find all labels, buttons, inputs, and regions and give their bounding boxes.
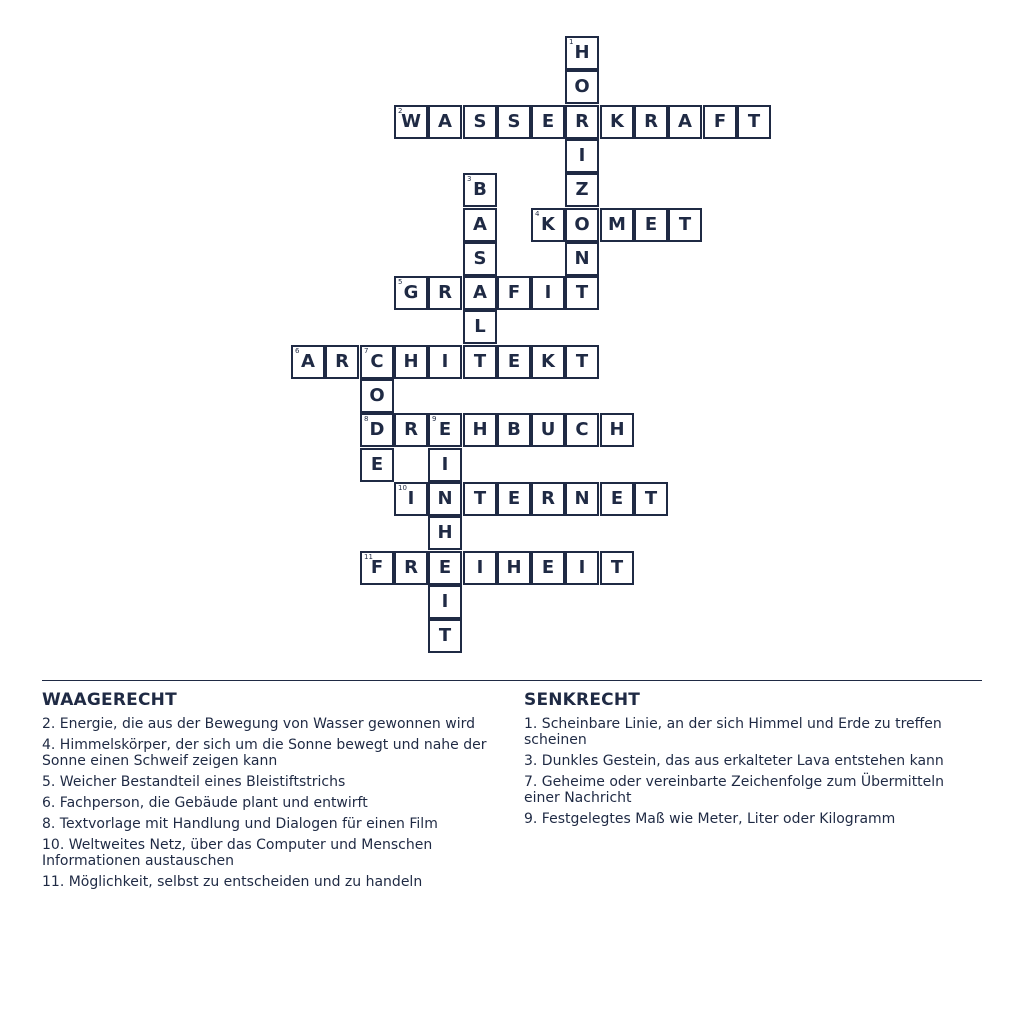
crossword-cell[interactable] — [463, 242, 497, 276]
cell-letter: W — [401, 111, 421, 132]
crossword-cell[interactable] — [463, 173, 497, 207]
crossword-cell[interactable] — [394, 105, 428, 139]
crossword-cell[interactable] — [497, 276, 531, 310]
crossword-cell[interactable] — [291, 345, 325, 379]
crossword-cell[interactable] — [565, 345, 599, 379]
clue-across-5: 5. Weicher Bestandteil eines Bleistiftstrichs — [42, 774, 346, 790]
cell-letter: H — [506, 557, 522, 578]
crossword-cell[interactable] — [428, 482, 462, 516]
clue-across-2: 2. Energie, die aus der Bewegung von Wasser gewonnen wird — [42, 716, 475, 732]
cell-letter: I — [441, 591, 449, 612]
crossword-cell[interactable] — [565, 413, 599, 447]
cell-letter: T — [610, 557, 624, 578]
crossword-cell[interactable] — [634, 105, 668, 139]
crossword-cell[interactable] — [463, 482, 497, 516]
cell-letter: E — [370, 454, 384, 475]
divider — [42, 680, 982, 681]
cell-letter: E — [507, 351, 521, 372]
cell-letter: G — [403, 282, 419, 303]
clue-across-11: 11. Möglichkeit, selbst zu entscheiden und zu handeln — [42, 874, 423, 890]
crossword-cell[interactable] — [360, 345, 394, 379]
crossword-cell[interactable] — [428, 276, 462, 310]
cell-letter: Z — [575, 179, 589, 200]
crossword-cell[interactable] — [531, 105, 565, 139]
cell-letter: L — [474, 316, 486, 337]
cell-letter: T — [438, 625, 452, 646]
cell-letter: E — [644, 214, 658, 235]
clue-number: 11 — [364, 553, 373, 561]
cell-letter: C — [370, 351, 384, 372]
cell-letter: H — [437, 522, 453, 543]
cell-letter: A — [473, 214, 487, 235]
cell-letter: S — [507, 111, 521, 132]
crossword-cell[interactable] — [428, 619, 462, 653]
down-title: SENKRECHT — [524, 690, 641, 710]
cell-letter: E — [541, 557, 555, 578]
crossword-cell[interactable] — [497, 551, 531, 585]
cell-letter: O — [574, 214, 590, 235]
crossword-cell[interactable] — [565, 139, 599, 173]
cell-letter: A — [473, 282, 487, 303]
crossword-cell[interactable] — [394, 413, 428, 447]
cell-letter: T — [644, 488, 658, 509]
crossword-cell[interactable] — [394, 551, 428, 585]
crossword-cell[interactable] — [325, 345, 359, 379]
cell-letter: I — [407, 488, 415, 509]
crossword-cell[interactable] — [463, 310, 497, 344]
crossword-cell[interactable] — [463, 345, 497, 379]
clue-down-7: 7. Geheime oder vereinbarte Zeichenfolge zum Übermitteln einer Nachricht — [524, 774, 945, 806]
crossword-cell[interactable] — [463, 105, 497, 139]
clue-number: 7 — [364, 347, 369, 355]
cell-letter: M — [608, 214, 626, 235]
crossword-cell[interactable] — [565, 173, 599, 207]
crossword-cell[interactable] — [531, 345, 565, 379]
crossword-cell[interactable] — [360, 448, 394, 482]
cell-letter: I — [578, 557, 586, 578]
cell-letter: C — [575, 419, 589, 440]
clue-across-4: 4. Himmelskörper, der sich um die Sonne bewegt und nahe der Sonne einen Schweif zeigen kann — [42, 737, 487, 769]
clue-number: 1 — [569, 38, 574, 46]
cell-letter: K — [610, 111, 624, 132]
crossword-cell[interactable] — [531, 551, 565, 585]
cell-letter: O — [369, 385, 385, 406]
crossword-cell[interactable] — [428, 413, 462, 447]
cell-letter: F — [370, 557, 384, 578]
clue-number: 8 — [364, 415, 369, 423]
cell-letter: B — [507, 419, 521, 440]
crossword-cell[interactable] — [531, 482, 565, 516]
cell-letter: A — [678, 111, 692, 132]
cell-letter: T — [747, 111, 761, 132]
crossword-cell[interactable] — [428, 345, 462, 379]
cell-letter: I — [544, 282, 552, 303]
crossword-cell[interactable] — [497, 413, 531, 447]
cell-letter: F — [713, 111, 727, 132]
cell-letter: R — [575, 111, 589, 132]
crossword-cell[interactable] — [531, 413, 565, 447]
cell-letter: E — [438, 419, 452, 440]
cell-letter: T — [473, 488, 487, 509]
crossword-cell[interactable] — [463, 208, 497, 242]
cell-letter: T — [678, 214, 692, 235]
crossword-cell[interactable] — [360, 379, 394, 413]
cell-letter: I — [476, 557, 484, 578]
cell-letter: R — [335, 351, 349, 372]
crossword-cell[interactable] — [600, 208, 634, 242]
cell-letter: U — [540, 419, 556, 440]
clue-across-6: 6. Fachperson, die Gebäude plant und entwirft — [42, 795, 368, 811]
cell-letter: A — [301, 351, 315, 372]
crossword-cell[interactable] — [737, 105, 771, 139]
crossword-cell[interactable] — [565, 242, 599, 276]
crossword-cell[interactable] — [463, 276, 497, 310]
crossword-cell[interactable] — [428, 105, 462, 139]
clue-number: 5 — [398, 278, 403, 286]
crossword-cell[interactable] — [565, 482, 599, 516]
cell-letter: O — [574, 76, 590, 97]
cell-letter: R — [541, 488, 555, 509]
crossword-cell[interactable] — [634, 208, 668, 242]
crossword-cell[interactable] — [565, 70, 599, 104]
crossword-cell[interactable] — [463, 413, 497, 447]
crossword-cell[interactable] — [497, 105, 531, 139]
cell-letter: D — [369, 419, 385, 440]
cell-letter: N — [437, 488, 453, 509]
clue-number: 3 — [467, 175, 472, 183]
crossword-cell[interactable] — [463, 551, 497, 585]
cell-letter: K — [541, 214, 555, 235]
clue-down-1: 1. Scheinbare Linie, an der sich Himmel und Erde zu treffen scheinen — [524, 716, 942, 748]
clue-number: 10 — [398, 484, 407, 492]
cell-letter: S — [473, 248, 487, 269]
crossword-cell[interactable] — [360, 413, 394, 447]
crossword-cell[interactable] — [565, 36, 599, 70]
cell-letter: T — [473, 351, 487, 372]
cell-letter: A — [438, 111, 452, 132]
cell-letter: E — [610, 488, 624, 509]
cell-letter: T — [575, 351, 589, 372]
cell-letter: R — [404, 419, 418, 440]
crossword-cell[interactable] — [703, 105, 737, 139]
cell-letter: E — [438, 557, 452, 578]
cell-letter: K — [541, 351, 555, 372]
across-title: WAAGERECHT — [42, 690, 177, 710]
crossword-cell[interactable] — [428, 551, 462, 585]
clue-across-8: 8. Textvorlage mit Handlung und Dialogen für einen Film — [42, 816, 438, 832]
crossword-cell[interactable] — [394, 482, 428, 516]
clue-down-3: 3. Dunkles Gestein, das aus erkalteter Lava entstehen kann — [524, 753, 944, 769]
cell-letter: E — [541, 111, 555, 132]
crossword-cell[interactable] — [600, 105, 634, 139]
clue-number: 2 — [398, 107, 403, 115]
crossword-cell[interactable] — [565, 551, 599, 585]
cell-letter: N — [574, 248, 590, 269]
across-clues — [42, 690, 502, 895]
cell-letter: H — [574, 42, 590, 63]
cell-letter: E — [507, 488, 521, 509]
crossword-cell[interactable] — [565, 276, 599, 310]
crossword-cell[interactable] — [668, 208, 702, 242]
cell-letter: H — [403, 351, 419, 372]
cell-letter: I — [441, 454, 449, 475]
cell-letter: I — [441, 351, 449, 372]
crossword-cell[interactable] — [600, 551, 634, 585]
cell-letter: I — [578, 145, 586, 166]
crossword-cell[interactable] — [600, 413, 634, 447]
crossword-cell[interactable] — [531, 276, 565, 310]
down-clue-list — [524, 716, 984, 827]
crossword-cell[interactable] — [497, 482, 531, 516]
clue-number: 4 — [535, 210, 540, 218]
clue-number: 6 — [295, 347, 300, 355]
crossword-cell[interactable] — [428, 448, 462, 482]
crossword-cell[interactable] — [394, 276, 428, 310]
cell-letter: R — [644, 111, 658, 132]
crossword-cell[interactable] — [565, 105, 599, 139]
cell-letter: B — [473, 179, 487, 200]
cell-letter: R — [438, 282, 452, 303]
cell-letter: S — [473, 111, 487, 132]
crossword-cell[interactable] — [360, 551, 394, 585]
crossword-cell[interactable] — [394, 345, 428, 379]
cell-letter: H — [609, 419, 625, 440]
crossword-cell[interactable] — [497, 345, 531, 379]
clue-across-10: 10. Weltweites Netz, über das Computer und Menschen Informationen austauschen — [42, 837, 433, 869]
clue-number: 9 — [432, 415, 437, 423]
crossword-cell[interactable] — [531, 208, 565, 242]
across-clue-list — [42, 716, 502, 890]
crossword-cell[interactable] — [668, 105, 702, 139]
cell-letter: H — [472, 419, 488, 440]
cell-letter: T — [575, 282, 589, 303]
crossword-cell[interactable] — [634, 482, 668, 516]
crossword-cell[interactable] — [565, 208, 599, 242]
cell-letter: F — [507, 282, 521, 303]
cell-letter: N — [574, 488, 590, 509]
crossword-cell[interactable] — [428, 516, 462, 550]
cell-letter: R — [404, 557, 418, 578]
clue-down-9: 9. Festgelegtes Maß wie Meter, Liter oder Kilogramm — [524, 811, 896, 827]
down-clues — [524, 690, 984, 832]
crossword-cell[interactable] — [428, 585, 462, 619]
crossword-cell[interactable] — [600, 482, 634, 516]
